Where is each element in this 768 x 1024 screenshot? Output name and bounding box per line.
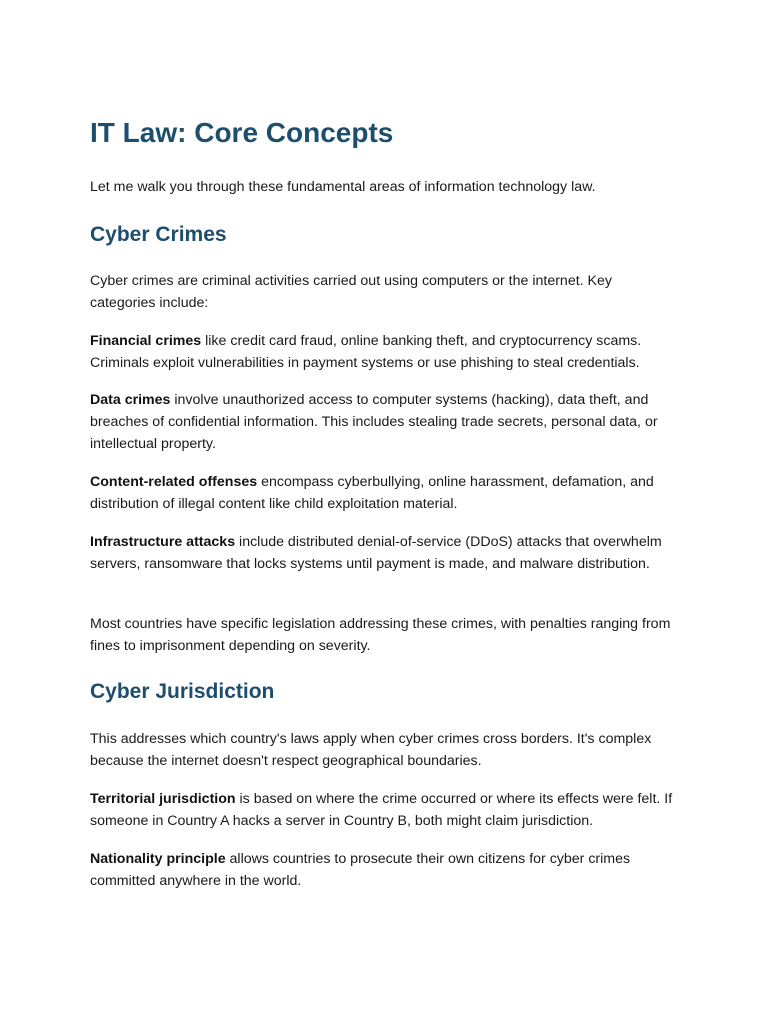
section-heading-cyber-jurisdiction: Cyber Jurisdiction: [90, 680, 275, 703]
text-territorial-jurisdiction: is based on where the crime occurred or where its effects were felt. If someone in Country A hacks a server in Country B, both might claim jurisdiction.: [90, 791, 673, 830]
term-data-crimes: Data crimes: [90, 392, 171, 408]
text-data-crimes: involve unauthorized access to computer systems (hacking), data theft, and breaches of confidential information. This includes stealing trade secrets, personal data, or intellectual property.: [90, 392, 658, 453]
section-heading-cyber-crimes: Cyber Crimes: [90, 223, 227, 246]
term-territorial-jurisdiction: Territorial jurisdiction: [90, 791, 236, 807]
section-closing-cyber-crimes: Most countries have specific legislation addressing these crimes, with penalties ranging from fines to imprisonment depending on severity.: [90, 616, 671, 655]
document-intro: Let me walk you through these fundamental areas of information technology law.: [90, 179, 596, 195]
text-infrastructure-attacks: include distributed denial-of-service (DDoS) attacks that overwhelm servers, ransomware that locks systems until payment is made, and malware distribution.: [90, 534, 662, 573]
text-financial-crimes: like credit card fraud, online banking theft, and cryptocurrency scams. Criminals exploit vulnerabilities in payment systems or use phishing to steal credentials.: [90, 333, 642, 372]
term-infrastructure-attacks: Infrastructure attacks: [90, 534, 236, 550]
text-nationality-principle: allows countries to prosecute their own citizens for cyber crimes committed anywhere in the world.: [90, 851, 631, 890]
term-content-offenses: Content-related offenses: [90, 474, 258, 490]
document-title: IT Law: Core Concepts: [90, 117, 394, 148]
term-financial-crimes: Financial crimes: [90, 333, 202, 349]
paragraph-financial-crimes: [90, 330, 680, 374]
paragraph-territorial-jurisdiction: [90, 788, 680, 832]
paragraph-infrastructure-attacks: [90, 531, 680, 575]
section-intro-cyber-jurisdiction: This addresses which country's laws apply when cyber crimes cross borders. It's complex because the internet doesn't respect geographical boundaries.: [90, 731, 652, 770]
text-content-offenses: encompass cyberbullying, online harassment, defamation, and distribution of illegal content like child exploitation material.: [90, 474, 654, 513]
section-intro-cyber-crimes: Cyber crimes are criminal activities carried out using computers or the internet. Key categories include:: [90, 273, 612, 312]
term-nationality-principle: Nationality principle: [90, 851, 226, 867]
paragraph-content-offenses: [90, 471, 680, 515]
paragraph-data-crimes: [90, 389, 680, 456]
paragraph-nationality-principle: [90, 848, 680, 892]
